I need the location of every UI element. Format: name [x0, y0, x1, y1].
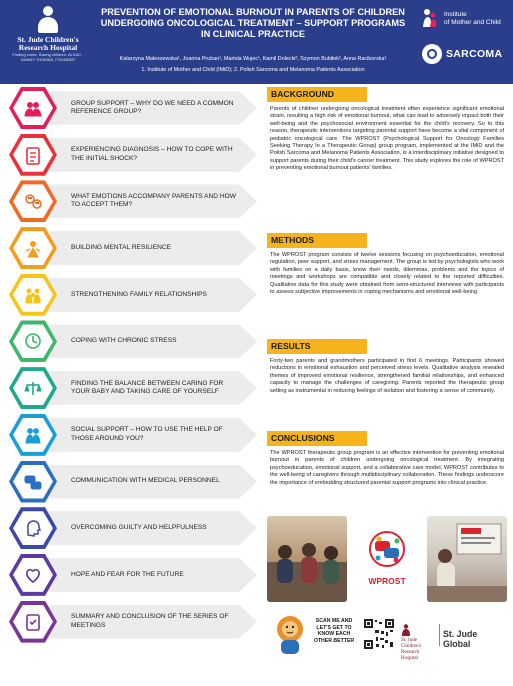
- mother-child-icon: [422, 8, 438, 28]
- poster-header: [0, 0, 513, 84]
- topic-item: [5, 227, 261, 269]
- topic-label: STRENGTHENING FAMILY RELATIONSHIPS: [71, 290, 207, 298]
- conclusions-section: [267, 428, 507, 487]
- child-figure-small-icon: [401, 624, 411, 636]
- topic-item: [5, 274, 261, 316]
- logo-name: St. Jude Children's Research Hospital: [17, 35, 79, 52]
- resilience-icon: [24, 238, 42, 258]
- wprost-logo-panel: [351, 516, 423, 602]
- topic-item: [5, 414, 261, 456]
- lion-mascot-icon: [271, 614, 309, 656]
- partner-logos: [420, 6, 510, 68]
- summary-icon: [24, 612, 42, 632]
- topic-item: [5, 320, 261, 362]
- results-heading: RESULTS: [267, 339, 367, 354]
- conclusions-heading: CONCLUSIONS: [267, 431, 367, 446]
- topics-list: [5, 87, 261, 647]
- logo-tagline: Finding cures. Saving children. ALSAC · DANNY THOMAS, FOUNDER: [12, 52, 84, 62]
- emotions-icon: [24, 191, 42, 211]
- results-section: [267, 336, 507, 395]
- imc-text: [444, 11, 501, 27]
- sarcoma-circle-icon: [422, 44, 442, 64]
- presentation-photo: [427, 516, 507, 602]
- st-jude-global-text: St. Jude Global: [443, 629, 478, 649]
- group-icon: [24, 98, 42, 118]
- topic-item: [5, 87, 261, 129]
- photo-strip: [267, 516, 507, 606]
- group-meeting-photo: [267, 516, 347, 602]
- st-jude-small-logo: [401, 624, 437, 662]
- topic-label: COMMUNICATION WITH MEDICAL PERSONNEL: [71, 477, 220, 485]
- imc-logo: [420, 6, 510, 36]
- background-text: Parents of children undergoing oncological treatment often experience significant emotional strain, resulting a high risk of emotional burnout, what can lead to adversely impact both their well-being and the psychosocial environment essential for the child's recovery. So to this reason, therapeutic interventions targeting parental support have become a vital component of pediatric oncological care. The WPROST (Psychological Support for Oncology Families Seeking Therapy In a Therapeutic Group) group program, implemented at the IMiD and the Polish Sarcoma and Melanoma Patients Association, is a interdisciplinary initiative designed to support parents during their child's cancer treatment. This study explores the role of WPROST in preventing emotional burnout patients' families.: [270, 106, 504, 172]
- topic-item: [5, 507, 261, 549]
- sarcoma-text: SARCOMA: [446, 48, 503, 60]
- background-heading: BACKGROUND: [267, 87, 367, 102]
- wprost-speech-bubbles-icon: [367, 530, 407, 568]
- imc-line-2: of Mother and Child: [444, 19, 501, 26]
- hope-icon: [24, 565, 42, 585]
- footer-divider: [439, 624, 440, 646]
- affiliations: 1. Institute of Mother and Child (IMiD); 2. Polish Sarcoma and Melanoma Patients Association: [141, 67, 365, 73]
- poster-title: PREVENTION OF EMOTIONAL BURNOUT IN PARENTS OF CHILDREN UNDERGOING ONCOLOGICAL TREATMENT – SUPPORT PROGRAMS IN CLINICAL PRACTICE: [100, 7, 406, 39]
- topic-label: EXPERIENCING DIAGNOSIS – HOW TO COPE WITH THE INITIAL SHOCK?: [71, 146, 233, 162]
- support-icon: [24, 425, 42, 445]
- qr-code-icon[interactable]: [363, 618, 395, 650]
- head-icon: [24, 518, 42, 538]
- topic-item: [5, 367, 261, 409]
- topic-label: COPING WITH CHRONIC STRESS: [71, 337, 177, 345]
- poster-footer: [267, 612, 507, 661]
- topic-label: SOCIAL SUPPORT – HOW TO USE THE HELP OF THOSE AROUND YOU?: [71, 426, 223, 442]
- topic-label: SUMMARY AND CONCLUSION OF THE SERIES OF MEETINGS: [71, 613, 229, 629]
- methods-text: The WPROST program consists of twelve sessions focusing on psychoeducation, emotional regulation, peer support, and stress management. The group is led by psychologists who work with families on a daily basis, know their needs, dilemmas, problems and the topics of meetings and workshops are compatible and closely related to the reported difficulties. Qualitative data for this study were obtained from semi-structured interviews with participants to assess subjective improvements in coping mechanisms and emotional well-being.: [270, 252, 504, 296]
- st-jude-small-text: St. Jude Children's Research Hospital: [401, 638, 422, 661]
- topic-item: [5, 180, 261, 222]
- stress-icon: [24, 331, 42, 351]
- sarcoma-logo: [420, 44, 510, 68]
- background-section: [267, 84, 507, 173]
- family-icon: [24, 285, 42, 305]
- authors: Katarzyna Maleszewska¹, Joanna Pruban¹, Mariola Wujec¹, Kamil Dolecki², Szymon Bubiłek², Anna Raciborska¹: [119, 56, 387, 62]
- topic-label: GROUP SUPPORT – WHY DO WE NEED A COMMON REFERENCE GROUP?: [71, 99, 234, 115]
- scan-me-text: SCAN ME AND LET'S GET TO KNOW EACH OTHER BETTER: [313, 618, 355, 644]
- topic-item: [5, 134, 261, 176]
- methods-heading: METHODS: [267, 233, 367, 248]
- conclusions-text: The WPROST therapeutic group program is an effective intervention for preventing emotional burnout in parents of children undergoing oncological treatment. By integrating psychoeducation, emotional support, and a collaborative care model, WPROST contributes to the well-being of caregivers through multidisciplinary collaboration. These findings underscore the importance of embedding structured parental support programs into clinical practice.: [270, 450, 504, 486]
- topic-label: BUILDING MENTAL RESILIENCE: [71, 243, 172, 251]
- topic-label: WHAT EMOTIONS ACCOMPANY PARENTS AND HOW TO ACCEPT THEM?: [71, 192, 236, 209]
- clipboard-icon: [24, 145, 42, 165]
- child-figure-icon: [37, 6, 59, 34]
- balance-icon: [24, 378, 42, 398]
- topic-item: [5, 461, 261, 503]
- st-jude-logo: [8, 6, 88, 74]
- results-text: Forty-two parents and grandmothers participated in first 6 meetings. Participants showed reductions in emotional exhaustion and perceived stress levels. Qualitative analysis revealed themes of improved emotional resilience, strengthened familial relationships, and enhanced capacity to manage the challenges of caregiving. Parents reported the therapeutic group setting as instrumental in reducing feelings of isolation and fostering a sense of community.: [270, 358, 504, 394]
- topic-label: FINDING THE BALANCE BETWEEN CARING FOR YOUR BABY AND TAKING CARE OF YOURSELF: [71, 379, 224, 396]
- topic-label: OVERCOMING GUILTY AND HELPFULNESS: [71, 523, 207, 531]
- topic-item: [5, 554, 261, 596]
- imc-line-1: Institute: [444, 11, 467, 18]
- wprost-label: WPROST: [368, 576, 406, 586]
- methods-section: [267, 230, 507, 296]
- topic-label: HOPE AND FEAR FOR THE FUTURE: [71, 570, 184, 578]
- topic-item: [5, 601, 261, 643]
- communication-icon: [24, 472, 42, 492]
